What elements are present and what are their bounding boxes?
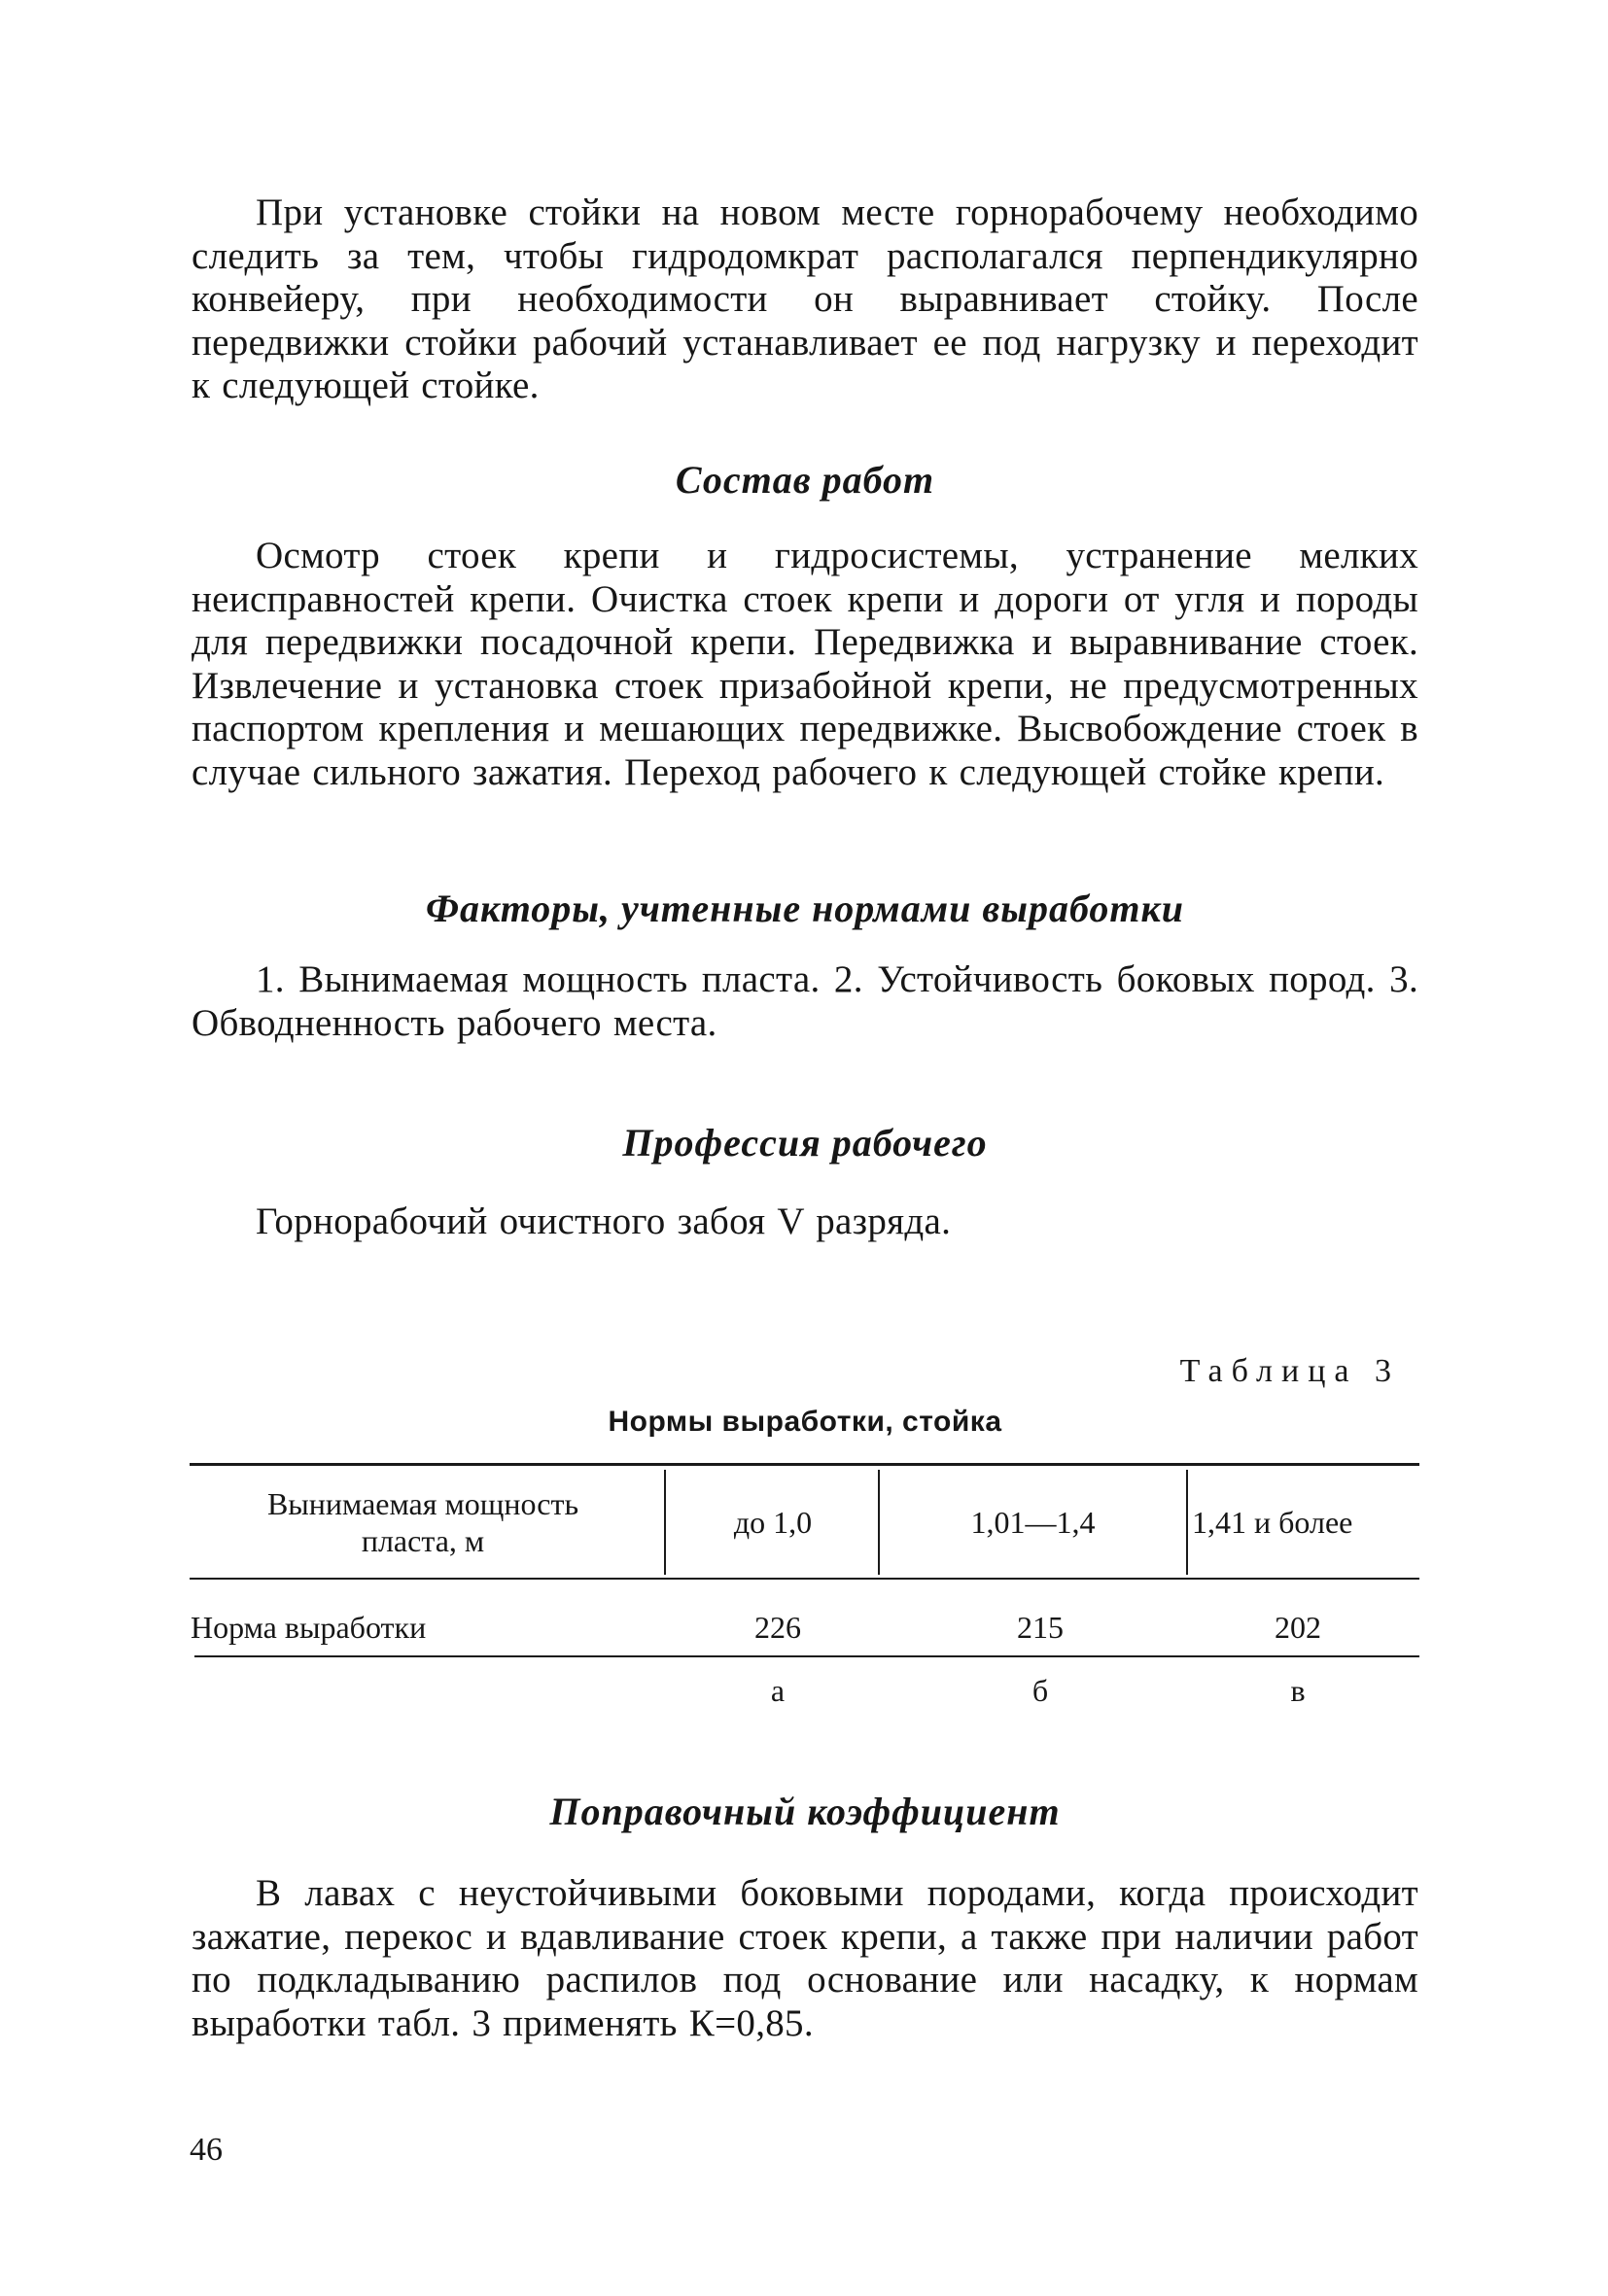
table-header-label-line2: пласта, м <box>361 1523 485 1558</box>
table-value: 202 <box>1275 1610 1321 1645</box>
table-column-header: до 1,0 <box>733 1505 813 1540</box>
intro-paragraph: При установке стойки на новом месте горнорабочему необходимо следить за тем, чтобы гидродомкрат располагался перпендикулярно конвейеру, при необходимости он выравнивает стойку. После передвижки стойки рабочий устанавливает ее под нагрузку и переходит к следующей стойке. <box>192 191 1418 407</box>
heading-work-composition: Состав работ <box>675 458 935 502</box>
table-header-label <box>194 1485 651 1559</box>
table-column-header: 1,41 и более <box>1192 1505 1353 1540</box>
heading-correction: Поправочный коэффициент <box>549 1790 1061 1833</box>
table-column-header: 1,01—1,4 <box>970 1505 1096 1540</box>
correction-paragraph: В лавах с неустойчивыми боковыми породами, когда происходит зажатие, перекос и вдавливание стоек крепи, а также при наличии работ по подкладыванию распилов под основание или насадку, к нормам выработки табл. 3 применять К=0,85. <box>192 1872 1418 2044</box>
profession-paragraph: Горнорабочий очистного забоя V разряда. <box>256 1200 952 1242</box>
table-bottom-rule <box>194 1655 1419 1657</box>
table-index-letter: а <box>770 1673 786 1708</box>
table-index-letter: б <box>1031 1673 1049 1708</box>
heading-factors: Факторы, учтенные нормами выработки <box>425 887 1185 930</box>
table-divider-1 <box>664 1470 666 1575</box>
factors-paragraph: 1. Вынимаемая мощность пласта. 2. Устойчивость боковых пород. 3. Обводненность рабочего места. <box>192 958 1418 1044</box>
table-index-letter: в <box>1290 1673 1306 1708</box>
page-number: 46 <box>190 2132 223 2168</box>
table-title: Нормы выработки, стойка <box>608 1406 1002 1438</box>
table-row-label: Норма выработки <box>191 1610 427 1645</box>
table-header-rule <box>190 1578 1419 1580</box>
work-composition-paragraph: Осмотр стоек крепи и гидросистемы, устранение мелких неисправностей крепи. Очистка стоек крепи и дороги от угля и породы для передвижки посадочной крепи. Передвижка и выравнивание стоек. Извлечение и установка стоек призабойной крепи, не предусмотренных паспортом крепления и мешающих передвижке. Высвобождение стоек в случае сильного зажатия. Переход рабочего к следующей стойке крепи. <box>192 535 1418 793</box>
table-value: 226 <box>754 1610 801 1645</box>
table-header-label-line1: Вынимаемая мощность <box>266 1486 579 1521</box>
heading-profession: Профессия рабочего <box>622 1121 988 1165</box>
table-divider-2 <box>878 1470 880 1575</box>
table-top-rule <box>190 1463 1419 1466</box>
table-divider-3 <box>1186 1470 1188 1575</box>
table-value: 215 <box>1017 1610 1064 1645</box>
table-caption: Таблица 3 <box>1179 1353 1400 1389</box>
